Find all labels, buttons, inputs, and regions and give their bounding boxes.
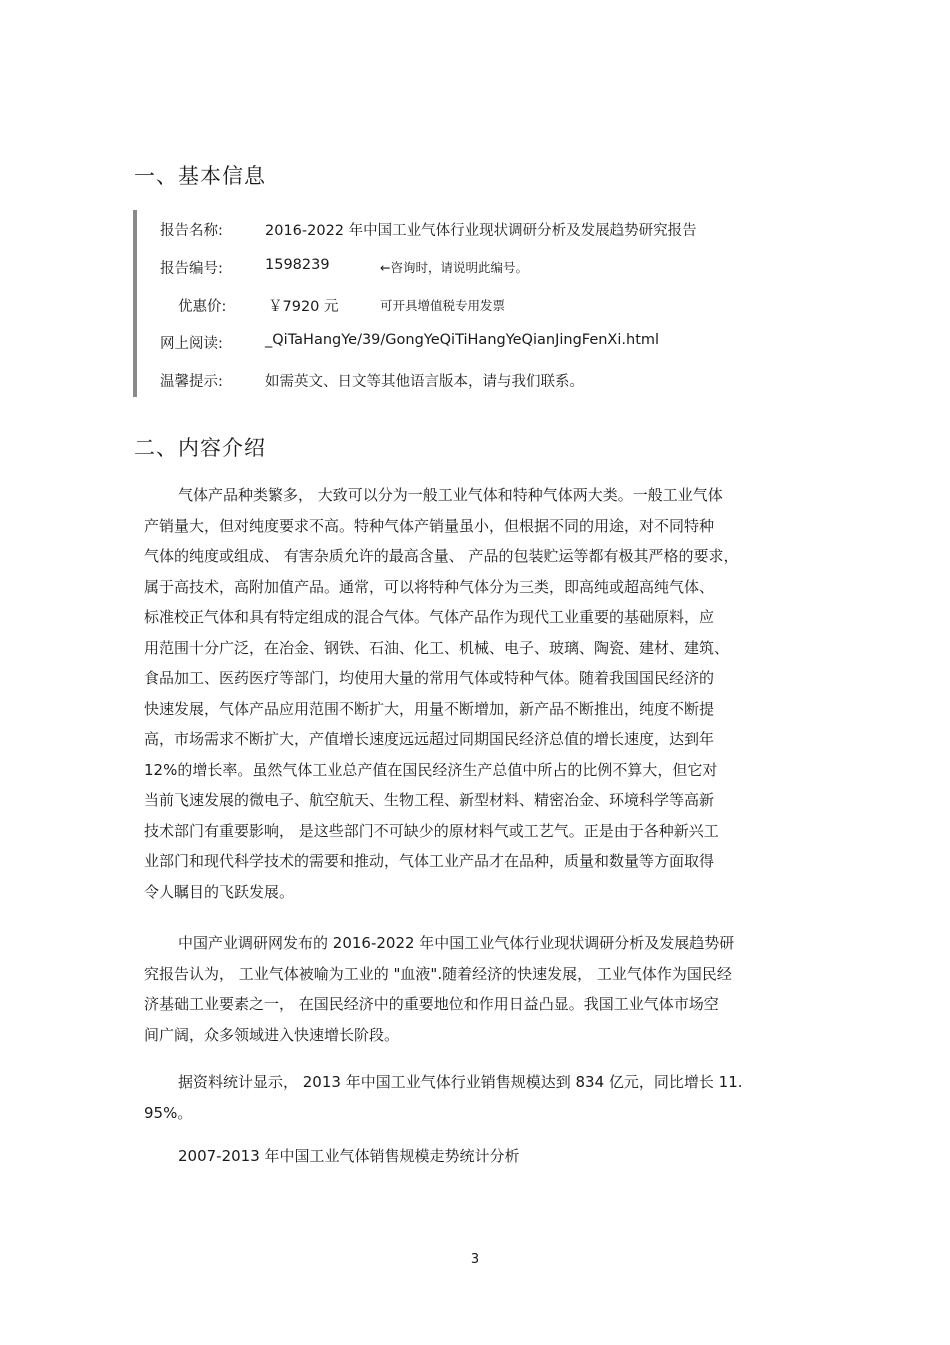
info-label: 网上阅读: [160, 336, 223, 352]
paragraph-report-view [144, 928, 784, 1050]
text-line: 气体产品种类繁多， 大致可以分为一般工业气体和特种气体两大类。一般工业气体 [178, 486, 723, 504]
paragraph-market-size [144, 1067, 784, 1128]
info-value: ￥7920 元 [268, 299, 339, 315]
info-value: 2016-2022 年中国工业气体行业现状调研分析及发展趋势研究报告 [265, 223, 697, 239]
info-label: 温馨提示: [160, 374, 223, 390]
text-line: 12%的增长率。虽然气体工业总产值在国民经济生产总值中所占的比例不算大，但它对 [144, 760, 718, 779]
info-sidebar-bar [133, 210, 137, 397]
text-line: 究报告认为， 工业气体被喻为工业的 "血液".随着经济的快速发展， 工业气体作为国民经 [144, 964, 732, 983]
text-line: 标准校正气体和具有特定组成的混合气体。气体产品作为现代工业重要的基础原料，应 [144, 608, 715, 626]
text-line: 属于高技术，高附加值产品。通常，可以将特种气体分为三类，即高纯或超高纯气体、 [144, 577, 715, 596]
page-number: 3 [470, 1252, 480, 1267]
info-value: 1598239 [265, 257, 330, 273]
text-line: 产销量大，但对纯度要求不高。特种气体产销量虽小，但根据不同的用途，对不同特种 [144, 516, 715, 535]
text-line: 技术部门有重要影响， 是这些部门不可缺少的原材料气或工艺气。正是由于各种新兴工 [144, 821, 719, 840]
paragraph-gas-overview [144, 480, 784, 907]
info-label: 优惠价: [178, 299, 227, 315]
text-line: 据资料统计显示， 2013 年中国工业气体行业销售规模达到 834 亿元，同比增长 11. [178, 1073, 743, 1091]
info-value: 如需英文、日文等其他语言版本，请与我们联系。 [265, 374, 584, 390]
text-line: 气体的纯度或组成、 有害杂质允许的最高含量、 产品的包装贮运等都有极其严格的要求， [144, 547, 739, 565]
text-line: 食品加工、医药医疗等部门，均使用大量的常用气体或特种气体。随着我国国民经济的 [144, 669, 715, 687]
paragraph-chart-caption [144, 1141, 784, 1172]
text-line: 用范围十分广泛，在冶金、钢铁、石油、化工、机械、电子、玻璃、陶瓷、建材、建筑、 [144, 638, 730, 657]
text-line: 间广阔，众多领域进入快速增长阶段。 [144, 1025, 400, 1044]
text-line: 中国产业调研网发布的 2016-2022 年中国工业气体行业现状调研分析及发展趋势研 [178, 934, 735, 952]
info-label: 报告名称: [160, 223, 223, 239]
info-label: 报告编号: [160, 261, 223, 277]
text-line: 快速发展，气体产品应用范围不断扩大，用量不断增加，新产品不断推出，纯度不断提 [144, 699, 715, 718]
info-note: ←咨询时，请说明此编号。 [380, 260, 528, 275]
text-line: 济基础工业要素之一， 在国民经济中的重要地位和作用日益凸显。我国工业气体市场空 [144, 995, 719, 1013]
online-reading-link[interactable]: _QiTaHangYe/39/GongYeQiTiHangYeQianJingFenXi.html [265, 332, 660, 348]
text-line: 业部门和现代科学技术的需要和推动，气体工业产品才在品种，质量和数量等方面取得 [144, 852, 715, 870]
text-line: 95%。 [144, 1103, 193, 1122]
text-line: 令人瞩目的飞跃发展。 [144, 882, 295, 901]
text-line: 当前飞速发展的微电子、航空航天、生物工程、新型材料、精密冶金、环境科学等高新 [144, 791, 715, 809]
section-title-basic-info: 一、基本信息 [134, 164, 266, 188]
text-line: 高，市场需求不断扩大，产值增长速度远远超过同期国民经济总值的增长速度，达到年 [144, 730, 715, 748]
section-title-content-intro: 二、内容介绍 [134, 436, 266, 460]
info-note: 可开具增值税专用发票 [380, 298, 506, 313]
text-line: 2007-2013 年中国工业气体销售规模走势统计分析 [178, 1147, 520, 1165]
